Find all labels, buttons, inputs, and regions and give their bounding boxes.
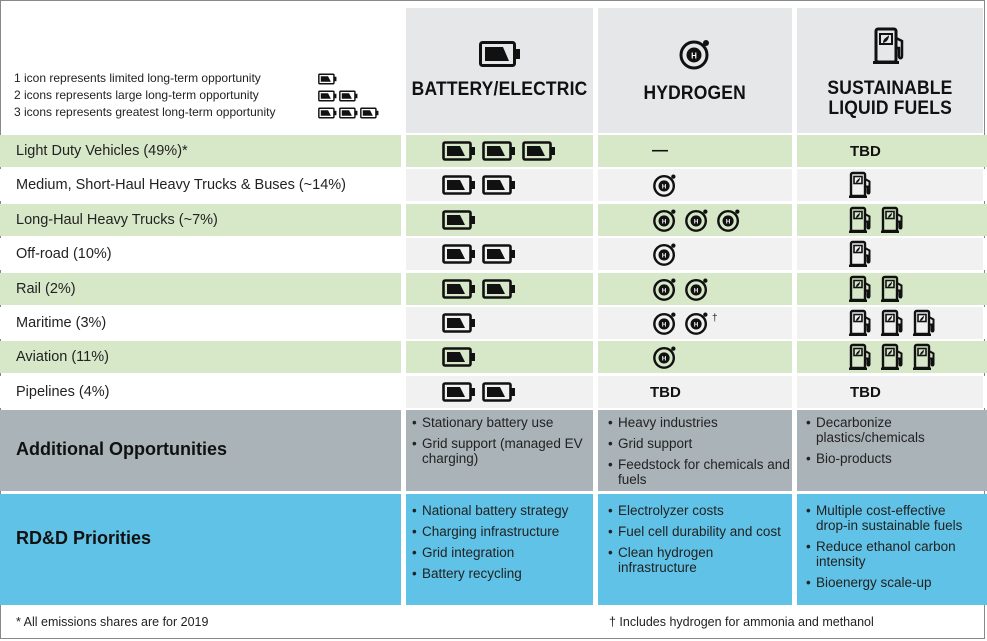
battery-icon [442, 244, 476, 264]
battery-icon [442, 279, 476, 299]
column-separator [401, 133, 406, 605]
fuel-pump-icon [912, 309, 938, 337]
row-cell-fuel [850, 135, 881, 167]
row-label: Pipelines (4%) [16, 384, 110, 400]
column-title-battery: BATTERY/ELECTRIC [411, 79, 588, 100]
list-item: • Heavy industries [606, 415, 790, 430]
row-label: Long-Haul Heavy Trucks (~7%) [16, 212, 218, 228]
row-cell-hydrogen [650, 376, 681, 408]
hydrogen-icon [684, 207, 710, 233]
fuel-pump-icon [880, 343, 906, 371]
battery-icon [522, 141, 556, 161]
additional-hydrogen-list [606, 415, 790, 493]
table-cell-background [406, 307, 593, 339]
battery-icon [339, 90, 358, 102]
list-item: • Charging infrastructure [410, 524, 590, 539]
table-cell-background [797, 376, 983, 408]
hydrogen-icon [684, 276, 710, 302]
fuel-pump-icon [872, 26, 908, 71]
hydrogen-icon [678, 37, 712, 76]
rdd-priorities-title: RD&D Priorities [16, 528, 152, 548]
hydrogen-icon [652, 276, 678, 302]
dash-text: — [652, 142, 668, 159]
row-cell-battery [442, 307, 476, 339]
list-item: • Grid integration [410, 545, 590, 560]
list-item: • Decarbonize plastics/chemicals [804, 415, 980, 445]
footnote-hydrogen: † Includes hydrogen for ammonia and methanol [609, 615, 874, 629]
svg-text:H: H [693, 288, 699, 295]
table-row [0, 341, 987, 373]
battery-icon [442, 382, 476, 402]
svg-text:H: H [661, 219, 667, 226]
fuel-pump-icon [880, 309, 906, 337]
fuel-pump-icon [848, 343, 874, 371]
legend-icons [318, 107, 379, 119]
column-title-fuels-line2: LIQUID FUELS [828, 98, 952, 119]
table-cell-background [598, 238, 792, 270]
additional-fuels-list [804, 415, 980, 472]
svg-text:H: H [661, 322, 667, 329]
row-cell-hydrogen [652, 307, 718, 339]
svg-text:H: H [661, 184, 667, 191]
row-label: Aviation (11%) [16, 349, 109, 365]
table-cell-background [797, 169, 983, 201]
row-cell-battery [442, 273, 516, 305]
row-cell-battery [442, 238, 516, 270]
row-cell-fuel [848, 307, 938, 339]
battery-icon [442, 347, 476, 367]
row-label: Light Duty Vehicles (49%)* [16, 143, 188, 159]
list-item: • Multiple cost-effective drop-in sustainable fuels [804, 503, 980, 533]
table-cell-background [598, 376, 792, 408]
row-cell-fuel [848, 341, 938, 373]
battery-icon [482, 279, 516, 299]
battery-icon [482, 244, 516, 264]
list-item: • National battery strategy [410, 503, 590, 518]
row-cell-hydrogen [652, 238, 678, 270]
battery-icon [442, 313, 476, 333]
battery-icon [482, 141, 516, 161]
row-cell-fuel [848, 204, 906, 236]
row-cell-battery [442, 169, 516, 201]
legend-text: 3 icons represents greatest long-term opportunity [14, 105, 276, 119]
hydrogen-icon [652, 310, 678, 336]
battery-icon [442, 210, 476, 230]
rdd-hydrogen-list [606, 503, 790, 581]
svg-text:H: H [693, 219, 699, 226]
list-item: • Fuel cell durability and cost [606, 524, 790, 539]
tbd-text: TBD [650, 383, 681, 401]
svg-text:H: H [725, 219, 731, 226]
battery-icon [482, 175, 516, 195]
battery-icon [442, 141, 476, 161]
row-cell-fuel [848, 169, 874, 201]
rdd-battery-list [410, 503, 590, 587]
list-item: • Feedstock for chemicals and fuels [606, 457, 790, 487]
battery-icon [482, 382, 516, 402]
battery-icon [318, 107, 337, 119]
fuel-pump-icon [912, 343, 938, 371]
column-title-hydrogen: HYDROGEN [643, 83, 747, 104]
row-cell-battery [442, 376, 516, 408]
legend-row [14, 70, 394, 87]
table-cell-background [598, 169, 792, 201]
fuel-pump-icon [848, 206, 874, 234]
dagger-note: † [712, 313, 718, 324]
row-cell-hydrogen [652, 135, 668, 167]
hydrogen-icon [652, 207, 678, 233]
row-cell-fuel [850, 376, 881, 408]
row-cell-fuel [848, 273, 906, 305]
rdd-fuels-list [804, 503, 980, 596]
row-cell-battery [442, 341, 476, 373]
row-label: Medium, Short-Haul Heavy Trucks & Buses (~14%) [16, 177, 346, 193]
tbd-text: TBD [850, 383, 881, 401]
legend-text: 2 icons represents large long-term opportunity [14, 88, 259, 102]
battery-icon [339, 107, 358, 119]
legend-text: 1 icon represents limited long-term opportunity [14, 71, 261, 85]
list-item: • Bioenergy scale-up [804, 575, 980, 590]
row-label: Maritime (3%) [16, 315, 107, 331]
hydrogen-icon [684, 310, 710, 336]
row-cell-hydrogen [652, 169, 678, 201]
fuel-pump-icon [848, 309, 874, 337]
legend-row [14, 87, 394, 104]
svg-text:H: H [691, 51, 697, 61]
legend [14, 70, 394, 121]
fuel-pump-icon [848, 171, 874, 199]
list-item: • Electrolyzer costs [606, 503, 790, 518]
hydrogen-icon [652, 241, 678, 267]
svg-text:H: H [661, 288, 667, 295]
list-item: • Grid support [606, 436, 790, 451]
row-cell-battery [442, 135, 556, 167]
table-cell-background [797, 238, 983, 270]
battery-icon [479, 41, 521, 72]
fuel-pump-icon [848, 240, 874, 268]
fuel-pump-icon [848, 275, 874, 303]
legend-icons [318, 73, 337, 85]
svg-text:H: H [693, 322, 699, 329]
svg-text:H: H [661, 253, 667, 260]
list-item: • Bio-products [804, 451, 980, 466]
row-cell-hydrogen [652, 273, 710, 305]
list-item: • Stationary battery use [410, 415, 590, 430]
row-cell-hydrogen [652, 204, 742, 236]
additional-battery-list [410, 415, 590, 472]
row-label: Off-road (10%) [16, 246, 112, 262]
fuel-pump-icon [880, 275, 906, 303]
hydrogen-icon [716, 207, 742, 233]
column-separator [792, 8, 797, 605]
battery-icon [360, 107, 379, 119]
list-item: • Reduce ethanol carbon intensity [804, 539, 980, 569]
row-cell-fuel [848, 238, 874, 270]
svg-text:H: H [661, 356, 667, 363]
battery-icon [318, 73, 337, 85]
column-separator [593, 8, 598, 605]
additional-opportunities-title: Additional Opportunities [16, 439, 227, 459]
legend-icons [318, 90, 358, 102]
list-item: • Grid support (managed EV charging) [410, 436, 590, 466]
battery-icon [318, 90, 337, 102]
fuel-pump-icon [880, 206, 906, 234]
tbd-text: TBD [850, 142, 881, 160]
hydrogen-icon [652, 344, 678, 370]
row-cell-battery [442, 204, 476, 236]
hydrogen-icon [652, 172, 678, 198]
row-cell-hydrogen [652, 341, 678, 373]
battery-icon [442, 175, 476, 195]
row-label: Rail (2%) [16, 281, 76, 297]
legend-row [14, 104, 394, 121]
list-item: • Clean hydrogen infrastructure [606, 545, 790, 575]
footnote-emissions: * All emissions shares are for 2019 [16, 615, 209, 629]
column-title-fuels-line1: SUSTAINABLE [827, 78, 953, 99]
list-item: • Battery recycling [410, 566, 590, 581]
